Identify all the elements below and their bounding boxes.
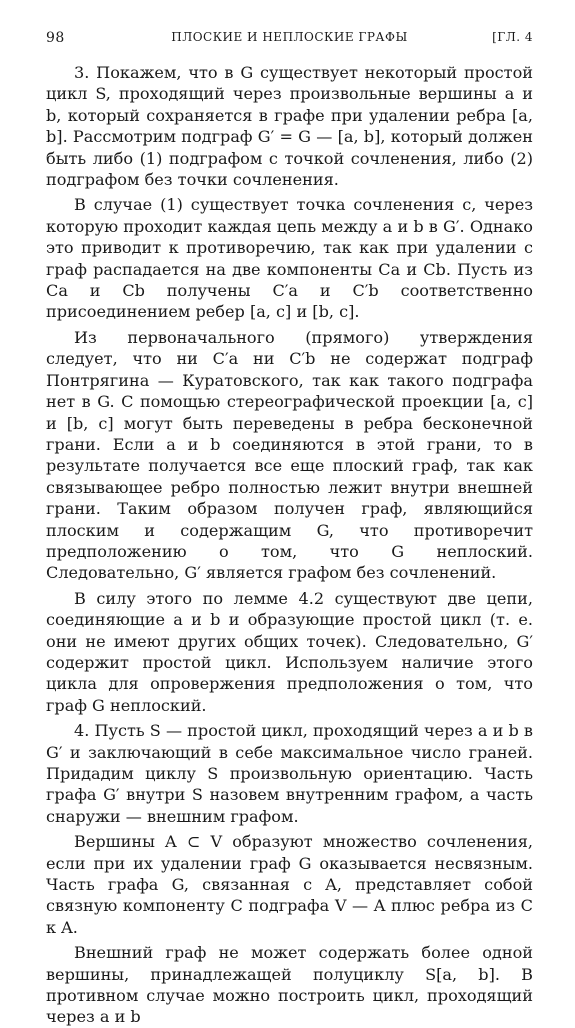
paragraph-2: В случае (1) существует точка сочленения c, через которую проходит каждая цепь между a и b в G′. Однако это приводит к противоречию, так как при удалении c граф распадается на две компоненты Ca и Cb. Пусть из Ca и Cb получены C′a и C′b соответственно присоединением ребер [a, c] и [b, c]. <box>46 195 533 322</box>
paragraph-7: Внешний граф не может содержать более одной вершины, принадлежащей полуциклу S[a, b]. В противном случае можно построить цикл, проходящий через a и b <box>46 943 533 1027</box>
page-body <box>46 62 533 1028</box>
running-title: ПЛОСКИЕ И НЕПЛОСКИЕ ГРАФЫ <box>171 30 408 44</box>
paragraph-4: В силу этого по лемме 4.2 существуют две цепи, соединяющие a и b и образующие простой цикл (т. е. они не имеют других общих точек). Следовательно, G′ содержит простой цикл. Используем наличие этого цикла для опровержения предположения о том, что граф G неплоский. <box>46 588 533 715</box>
paragraph-6: Вершины A ⊂ V образуют множество сочленения, если при их удалении граф G оказывается несвязным. Часть графа G, связанная с A, представляет собой связную компоненту C подграфа V — A плюс ребра из C к A. <box>46 832 533 937</box>
page-number: 98 <box>46 30 65 46</box>
paragraph-3: Из первоначального (прямого) утверждения следует, что ни C′a ни C′b не содержат подграф Понтрягина — Куратовского, так как такого подграфа нет в G. С помощью стереографической проекции [a, c] и [b, c] могут быть переведены в ребра бесконечной грани. Если a и b соединяются в этой грани, то в результате получается все еще плоский граф, так как связывающее ребро полностью лежит внутри внешней грани. Таким образом получен граф, являющийся плоским и содержащим G, что противоречит предположению о том, что G неплоский. Следовательно, G′ является графом без сочленений. <box>46 327 533 583</box>
paragraph-1: 3. Покажем, что в G существует некоторый простой цикл S, проходящий через произвольные вершины a и b, который сохраняется в графе при удалении ребра [a, b]. Рассмотрим подграф G′ = G — [a, b], который должен быть либо (1) подграфом с точкой сочленения, либо (2) подграфом без точки сочленения. <box>46 63 533 190</box>
running-header <box>46 22 533 48</box>
paragraph-5: 4. Пусть S — простой цикл, проходящий через a и b в G′ и заключающий в себе максимальное число граней. Придадим циклу S произвольную ориентацию. Часть графа G′ внутри S назовем внутренним графом, а часть снаружи — внешним графом. <box>46 721 533 826</box>
chapter-label: [ГЛ. 4 <box>492 30 533 44</box>
